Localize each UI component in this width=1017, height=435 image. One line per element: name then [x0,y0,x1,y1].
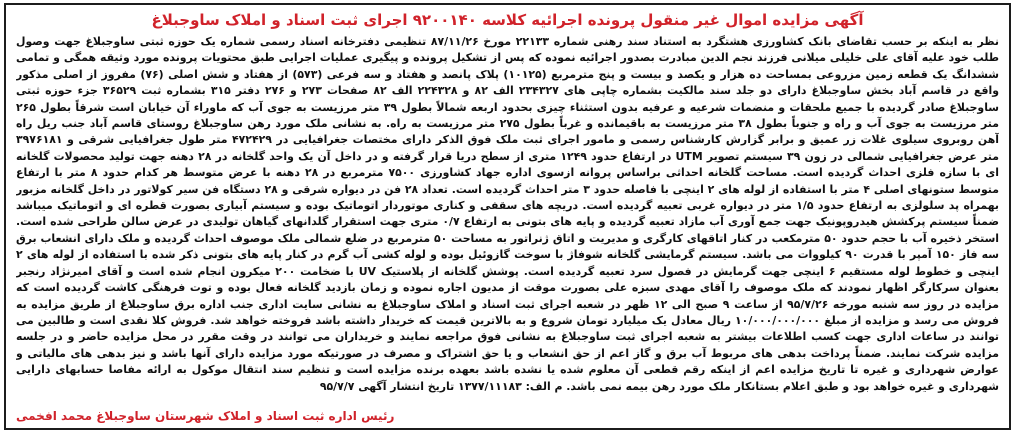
notice-title: آگهی مزایده اموال غیر منقول پرونده اجرائیه کلاسه ۹۲۰۰۱۴۰ اجرای ثبت اسناد و املاک ساوجبلاغ [151,11,864,29]
signature-line: رئیس اداره ثبت اسناد و املاک شهرستان ساوجبلاغ محمد افخمی [16,409,395,423]
notice-body: نظر به اینکه بر حسب تقاضای بانک کشاورزی هشتگرد به استناد سند رهنی شماره ۲۲۱۳۳ مورخ ۸۷/۱۱/۲۶ تنظیمی دفترخانه اسناد رسمی شماره یک حوزه ثبتی ساوجبلاغ جهت وصول طلب خود علیه آقای علی خلیلی میلانی فرزند نجم الدین مبادرت بصدور اجرائیه نموده که پس از تشکیل پرونده و پیگیری عملیات اجرایی طبق محتویات پرونده مورد وثیقه همگی و تمامی ششدانگ یک قطعه زمین مزروعی بمساحت ده هزار و یکصد و بیست و پنج مترمربع (۱۰۱۲۵) پلاک پانصد و هفتاد و سه فرعی (۵۷۳) از هفتاد و شش اصلی (۷۶) مفروز از اصلی مذکور واقع در قاسم آباد بخش ساوجبلاغ دارای دو جلد سند مالکیت بشماره چاپی های ۲۳۴۳۲۷ الف ۸۲ و ۲۲۴۳۲۸ الف ۸۲ صفحات ۲۷۳ و ۲۷۶ دفتر ۳۱۵ بشماره ثبت ۳۶۵۲۹ جزء حوزه ثبتی ساوجبلاغ صادر گردیده با جمیع ملحقات و منضمات شرعیه و عرفیه بدون استثناء چیزی بحدود اربعه شمالاً بطول ۳۹ متر مرزیست به جوی آب که ماوراء آن خیابان است شرقاً بطول ۲۶۵ متر مرزیست به جوی آب و راه و جنوباً بطول ۳۸ متر مرزیست به باقیمانده و غرباً بطول ۲۷۵ متر مرزیست به راه. به نشانی ملک مورد رهن ساوجبلاغ روستای قاسم آباد جنب ریل راه آهن روبروی سیلوی غلات زر عمیق و برابر گزارش کارشناس رسمی و مامور اجرای ثبت ملک فوق الذکر دارای مختصات جغرافیایی در ۴۷۲۴۲۹ متر طول جغرافیایی شرقی و ۳۹۷۶۱۸۱ متر عرض جغرافیایی شمالی در زون ۳۹ سیستم تصویر UTM در ارتفاع حدود ۱۲۴۹ متری از سطح دریا قرار گرفته و در داخل آن یک واحد گلخانه در ۲۸ دهنه جهت تولید محصولات گلخانه ای با سازه فلزی احداث گردیده است. مساحت گلخانه احداثی براساس پروانه ازسوی اداره جهاد کشاورزی ۷۵۰۰ مترمربع در ۲۸ دهنه با عرض متوسط هر کدام حدود ۸ متر با ارتفاع متوسط ستونهای اصلی ۴ متر با استفاده از لوله های ۲ اینچی با فاصله حدود ۳ متر احداث گردیده است. تعداد ۲۸ فن در دیواره شرقی و ۲۸ دستگاه فن سیر کولاتور در داخل گلخانه مزبور بهمراه پد سلولزی به ارتفاع حدود ۱/۵ متر در دیواره غربی تعبیه گردیده است. دریچه های سقفی و کناری موتوردار اتوماتیک بوده و سیستم آبیاری بصورت قطره ای و اتوماتیک میباشد ضمناً سیستم پرکشش هیدروپونیک جهت جمع آوری آب مازاد تعبیه گردیده و پایه های بتونی به ارتفاع ۰/۷ متری جهت استقرار گلدانهای گیاهان تولیدی در عرض سالن طراحی شده است. استخر ذخیره آب با حجم حدود ۵۰ مترمکعب در کنار اتاقهای کارگری و مدیریت و اتاق ژنراتور به مساحت ۵۰ مترمربع در ضلع شمالی ملک موصوف احداث گردیده و ملک دارای انشعاب برق سه فاز ۱۵۰ آمپر با قدرت ۹۰ کیلووات می باشد. سیستم گرمایشی گلخانه شوفاژ با سوخت گازوئیل بوده و لوله کشی آب گرم در کنار پایه های بتونی ذکر شده با استفاده از لوله های ۲ اینچی و خطوط لوله مستقیم ۶ اینچی جهت گرمایش در فصول سرد تعبیه گردیده است. پوشش گلخانه از پلاستیک UV با ضخامت ۲۰۰ میکرون انجام شده است و آقای امیرنژاد رنجبر بعنوان سرکارگر اظهار نمودند که ملک موصوف را آقای مهدی سبزه علی بصورت موقت از مدیون اجاره نموده و زمان بازدید گلخانه فعال بوده و توت فرهنگی کاشت گردیده است که مزایده در روز سه شنبه مورخه ۹۵/۷/۲۶ از ساعت ۹ صبح الی ۱۲ ظهر در شعبه اجرای ثبت اسناد و املاک ساوجبلاغ به نشانی سایت اداری جنب اداره برق ساوجبلاغ از طریق مزایده به فروش می رسد و مزایده از مبلغ ۱۰/۰۰۰/۰۰۰/۰۰۰ ریال معادل یک میلیارد تومان شروع و به بالاترین قیمت که خریدار داشته باشد فروخته خواهد شد. فروش کلا نقدی است و طالبین می توانند در ساعات اداری جهت کسب اطلاعات بیشتر به شعبه اجرای ثبت ساوجبلاغ به نشانی فوق مراجعه نمایند و خریداران می توانند در وقت مقرر در محل مزایده حاضر و در جلسه مزایده شرکت نمایند. ضمناً پرداخت بدهی های مربوط آب برق و گاز اعم از حق انشعاب و یا حق اشتراک و مصرف در صورتیکه مورد مزایده دارای آنها باشد و نیز بدهی های مالیاتی و عوارض شهرداری و غیره تا تاریخ مزایده اعم از اینکه رقم قطعی آن معلوم شده یا نشده باشد بعهده برنده مزایده است و تنظیم سند انتقال موکول به ارائه مفاصا حسابهای دارایی شهرداری و غیره خواهد بود و طبق اعلام بستانکار ملک مورد رهن بیمه نمی باشد. م الف: ۱۳۷۷/۱۱۱۸۳ تاریخ انتشار آگهی ۹۵/۷/۷ [16,35,999,393]
auction-notice [4,3,1011,430]
